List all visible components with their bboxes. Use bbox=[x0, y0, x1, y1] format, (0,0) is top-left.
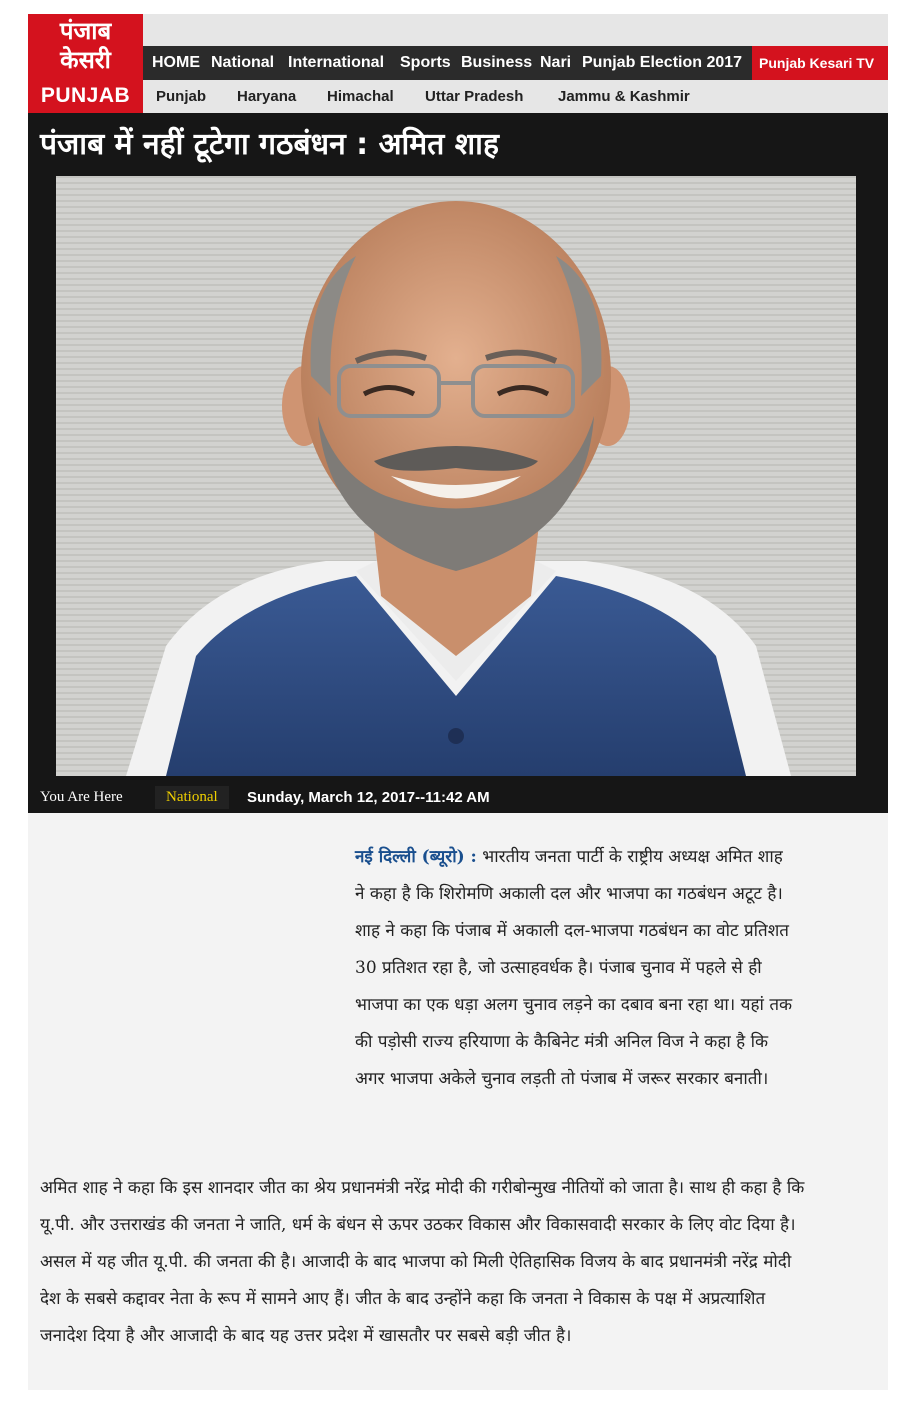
article-photo bbox=[56, 176, 856, 776]
article-meta-bar bbox=[28, 782, 888, 813]
page bbox=[28, 14, 888, 1390]
nav-home[interactable]: HOME bbox=[152, 54, 200, 71]
nav-punjab-kesari-tv[interactable]: Punjab Kesari TV bbox=[752, 46, 888, 80]
nav-nari[interactable]: Nari bbox=[540, 54, 572, 71]
article-header bbox=[28, 113, 888, 813]
publish-datetime: Sunday, March 12, 2017--11:42 AM bbox=[247, 789, 490, 806]
nav-business[interactable]: Business bbox=[461, 54, 533, 71]
logo-line-3: PUNJAB bbox=[40, 84, 131, 107]
secondary-nav bbox=[143, 80, 888, 113]
nav-international[interactable]: International bbox=[288, 54, 385, 71]
article-dateline: नई दिल्ली (ब्यूरो) : bbox=[355, 847, 477, 867]
subnav-haryana[interactable]: Haryana bbox=[237, 88, 297, 105]
logo-line-1: पंजाब bbox=[59, 17, 112, 45]
article-headline: पंजाब में नहीं टूटेगा गठबंधन : अमित शाह bbox=[40, 127, 499, 162]
site-logo[interactable] bbox=[28, 14, 143, 113]
breadcrumb-category-link[interactable]: National bbox=[155, 786, 229, 809]
nav-punjab-election-2017[interactable]: Punjab Election 2017 bbox=[582, 54, 743, 71]
article-body bbox=[28, 813, 888, 1390]
nav-national[interactable]: National bbox=[211, 54, 275, 71]
subnav-punjab[interactable]: Punjab bbox=[156, 88, 207, 105]
breadcrumb-label: You Are Here bbox=[40, 789, 123, 805]
article-paragraph-2: अमित शाह ने कहा कि इस शानदार जीत का श्रेय प्रधानमंत्री नरेंद्र मोदी की गरीबोन्मुख नीतियों को जाता है। साथ ही कहा है कि यू.पी. और उत्तराखंड की जनता ने जाति, धर्म के बंधन से ऊपर उठकर विकास और विकासवादी सरकार के लिए वोट दिया है। असल में यह जीत यू.पी. की जनता की है। आजादी के बाद भाजपा को मिली ऐतिहासिक विजय के बाद प्रधानमंत्री नरेंद्र मोदी देश के सबसे कद्दावर नेता के रूप में सामने आए हैं। जीत के बाद उन्होंने कहा कि जनता ने विकास के पक्ष में अप्रत्याशित जनादेश दिया है और आजादी के बाद यह उत्तर प्रदेश में खासतौर पर सबसे बड़ी जीत है। bbox=[40, 1178, 805, 1346]
site-header bbox=[28, 14, 888, 113]
article-paragraph-1-text: भारतीय जनता पार्टी के राष्ट्रीय अध्यक्ष अमित शाह ने कहा है कि शिरोमणि अकाली दल और भाजपा का गठबंधन अटूट है। शाह ने कहा कि पंजाब में अकाली दल-भाजपा गठबंधन का वोट प्रतिशत 30 प्रतिशत रहा है, जो उत्साहवर्धक है। पंजाब चुनाव में पहले से ही भाजपा का एक धड़ा अलग चुनाव लड़ने का दबाव बना रहा था। यहां तक की पड़ोसी राज्य हरियाणा के कैबिनेट मंत्री अनिल विज ने कहा है कि अगर भाजपा अकेले चुनाव लड़ती तो पंजाब में जरूर सरकार बनाती। bbox=[355, 847, 793, 1089]
subnav-uttar-pradesh[interactable]: Uttar Pradesh bbox=[425, 88, 524, 105]
subnav-himachal[interactable]: Himachal bbox=[327, 88, 394, 105]
article-paragraph-1 bbox=[355, 839, 795, 1098]
portrait-photo-icon bbox=[56, 176, 856, 776]
logo-line-2: केसरी bbox=[60, 46, 111, 74]
subnav-jammu-kashmir[interactable]: Jammu & Kashmir bbox=[558, 88, 690, 105]
primary-nav bbox=[143, 46, 888, 80]
nav-sports[interactable]: Sports bbox=[400, 54, 451, 71]
